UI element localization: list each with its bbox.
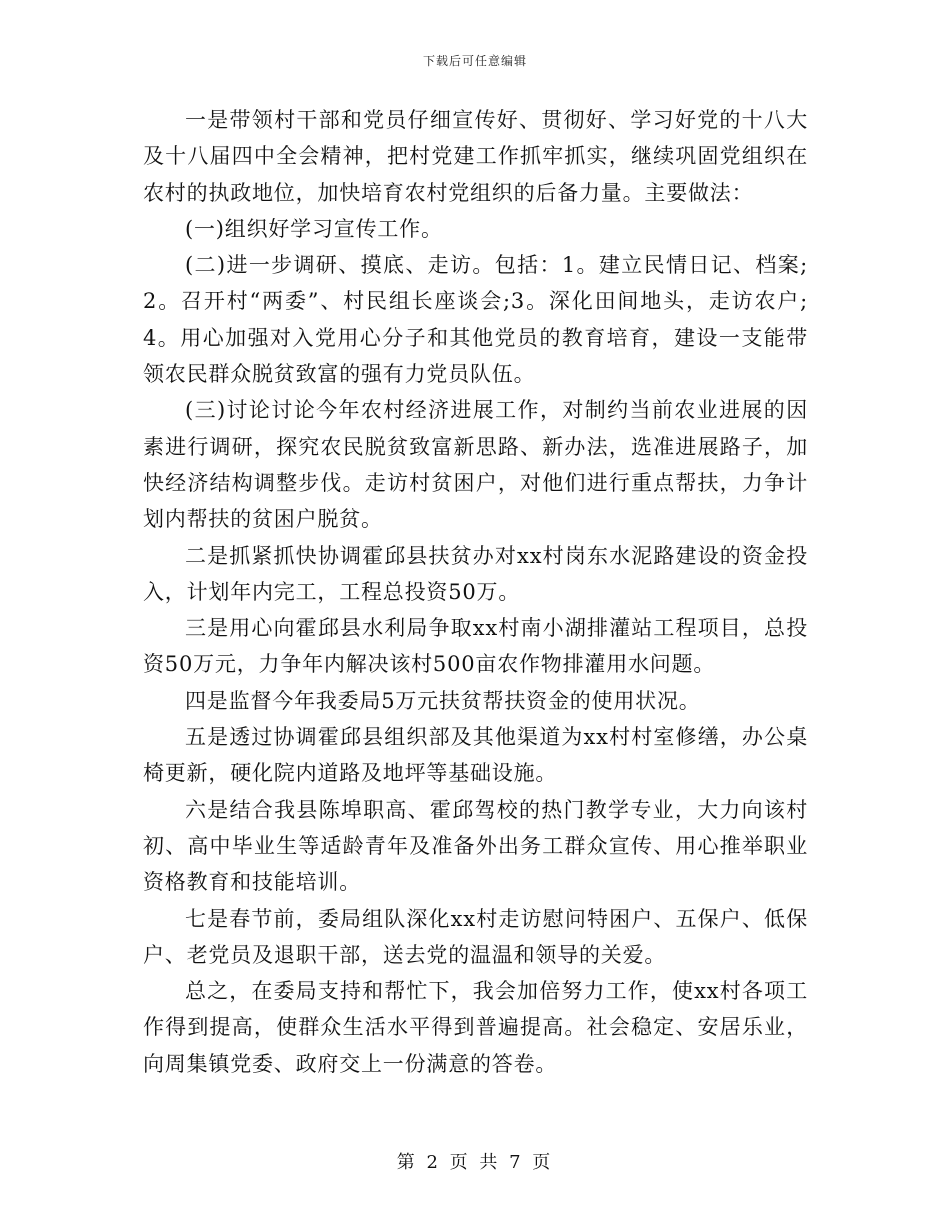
paragraph-10: 七是春节前，委局组队深化xx村走访慰问特困户、五保户、低保户、老党员及退职干部，送去党的温温和领导的关爱。	[143, 906, 808, 967]
paragraph-9: 六是结合我县陈埠职高、霍邱驾校的热门教学专业，大力向该村初、高中毕业生等适龄青年及准备外出务工群众宣传、用心推举职业资格教育和技能培训。	[143, 797, 808, 895]
paragraph-4: (三)讨论讨论今年农村经济进展工作，对制约当前农业进展的因素进行调研，探究农民脱贫致富新思路、新办法，选准进展路子，加快经济结构调整步伐。走访村贫困户，对他们进行重点帮扶，力争计划内帮扶的贫困户脱贫。	[143, 398, 808, 532]
paragraph-2: (一)组织好学习宣传工作。	[185, 216, 443, 241]
paragraph-8: 五是透过协调霍邱县组织部及其他渠道为xx村村室修缮，办公桌椅更新，硬化院内道路及地坪等基础设施。	[143, 725, 808, 786]
page-number-footer: 第 2 页 共 7 页	[396, 1152, 554, 1173]
paragraph-11: 总之，在委局支持和帮忙下，我会加倍努力工作，使xx村各项工作得到提高，使群众生活水平得到普遍提高。社会稳定、安居乐业，向周集镇党委、政府交上一份满意的答卷。	[143, 979, 808, 1076]
paragraph-3: (二)进一步调研、摸底、走访。包括：1。建立民情日记、档案;2。召开村“两委”、村民组长座谈会;3。深化田间地头，走访农户;4。用心加强对入党用心分子和其他党员的教育培育，建设一支能带领农民群众脱贫致富的强有力党员队伍。	[143, 253, 808, 387]
paragraph-7: 四是监督今年我委局5万元扶贫帮扶资金的使用状况。	[185, 688, 701, 713]
paragraph-1: 一是带领村干部和党员仔细宣传好、贯彻好、学习好党的十八大及十八届四中全会精神，把村党建工作抓牢抓实，继续巩固党组织在农村的执政地位，加快培育农村党组织的后备力量。主要做法：	[143, 108, 808, 205]
document-body	[143, 102, 808, 1082]
page-header-note: 下载后可任意编辑	[422, 54, 527, 68]
paragraph-5: 二是抓紧抓快协调霍邱县扶贫办对xx村岗东水泥路建设的资金投入，计划年内完工，工程总投资50万。	[143, 543, 808, 604]
paragraph-6: 三是用心向霍邱县水利局争取xx村南小湖排灌站工程项目，总投资50万元，力争年内解决该村500亩农作物排灌用水问题。	[143, 616, 808, 677]
